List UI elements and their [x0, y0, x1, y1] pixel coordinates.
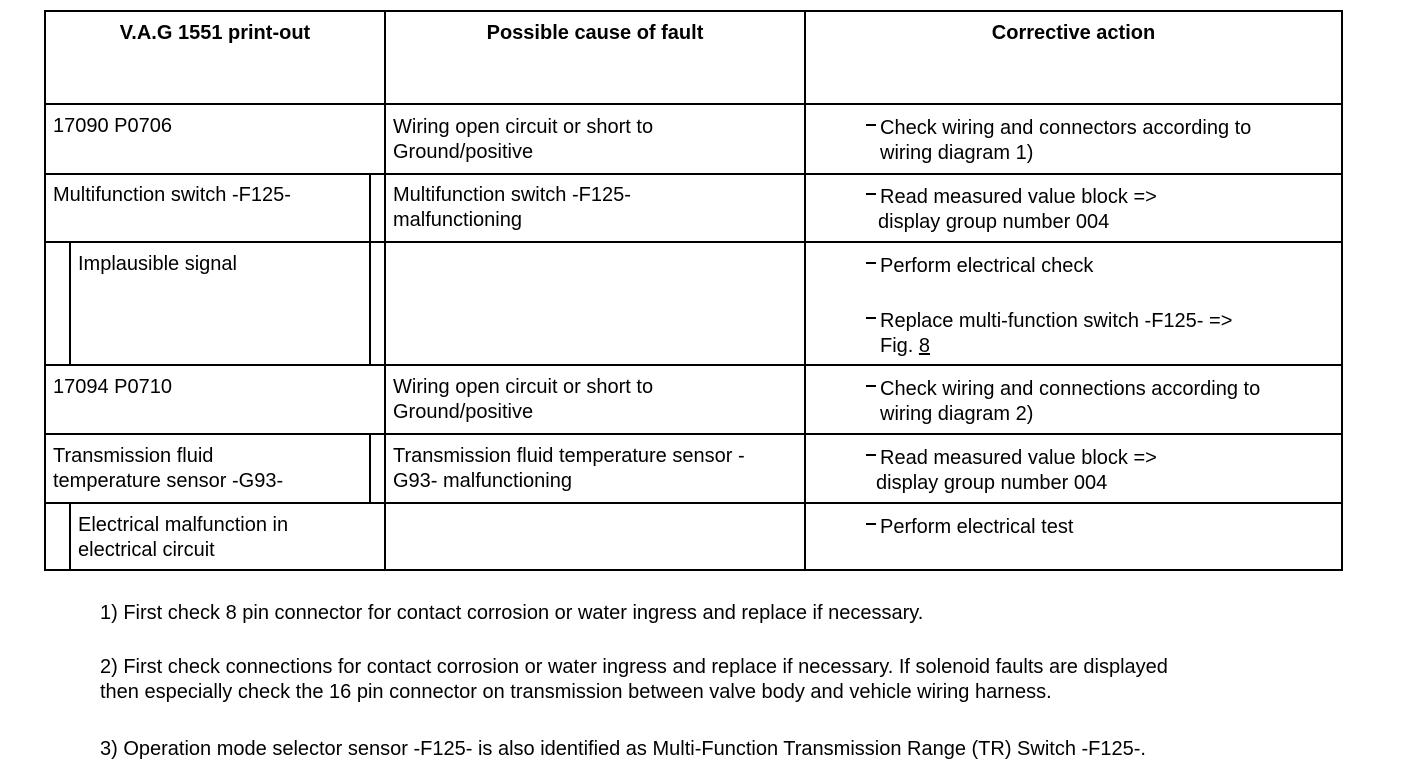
action-text: Check wiring and connectors according to — [880, 117, 1252, 139]
cause-cell: Ground/positive — [393, 141, 534, 163]
header-printout: V.A.G 1551 print-out — [119, 22, 311, 44]
subcolumn-divider — [369, 433, 371, 504]
action-text: Check wiring and connections according to — [880, 378, 1261, 400]
bullet-dash — [866, 193, 876, 195]
action-text: Fig. — [880, 335, 919, 357]
printout-cell: temperature sensor -G93- — [53, 470, 284, 492]
action-text: wiring diagram 1) — [880, 142, 1034, 164]
footnote-1: 1) First check 8 pin connector for contact corrosion or water ingress and replace if necessary. — [100, 602, 924, 624]
indent-divider — [69, 241, 71, 366]
action-text: Perform electrical check — [880, 255, 1094, 277]
cause-cell: Wiring open circuit or short to — [393, 116, 654, 138]
printout-cell: Multifunction switch -F125- — [53, 184, 291, 206]
cause-cell: Multifunction switch -F125- — [393, 184, 631, 206]
bullet-dash — [866, 385, 876, 387]
cause-cell: G93- malfunctioning — [393, 470, 572, 492]
row-divider — [44, 433, 1343, 435]
cause-cell: Wiring open circuit or short to — [393, 376, 654, 398]
indent-divider — [69, 502, 71, 571]
bullet-dash — [866, 317, 876, 319]
action-text: display group number 004 — [876, 472, 1108, 494]
header-action: Corrective action — [991, 22, 1156, 44]
printout-cell: electrical circuit — [78, 539, 215, 561]
bullet-dash — [866, 523, 876, 525]
printout-cell: 17094 P0710 — [53, 376, 173, 398]
action-text: Read measured value block => — [880, 186, 1157, 208]
figure-link[interactable]: 8 — [918, 335, 931, 357]
footnote-2: then especially check the 16 pin connector on transmission between valve body and vehicle wiring harness. — [100, 681, 1052, 703]
footnote-3: 3) Operation mode selector sensor -F125- is also identified as Multi-Function Transmission Range (TR) Switch -F125-. — [100, 738, 1146, 760]
action-text: Perform electrical test — [880, 516, 1074, 538]
printout-cell: 17090 P0706 — [53, 115, 173, 137]
header-cause: Possible cause of fault — [486, 22, 704, 44]
bullet-dash — [866, 454, 876, 456]
row-divider — [44, 241, 1343, 243]
cause-cell: Ground/positive — [393, 401, 534, 423]
column-divider — [384, 10, 386, 571]
bullet-dash — [866, 124, 876, 126]
printout-cell: Electrical malfunction in — [78, 514, 289, 536]
row-divider — [44, 173, 1343, 175]
bullet-dash — [866, 262, 876, 264]
cause-cell: Transmission fluid temperature sensor - — [393, 445, 745, 467]
action-text: wiring diagram 2) — [880, 403, 1034, 425]
row-divider — [44, 502, 1343, 504]
action-text: Read measured value block => — [880, 447, 1157, 469]
cause-cell: malfunctioning — [393, 209, 522, 231]
printout-cell: Implausible signal — [78, 253, 237, 275]
footnote-2: 2) First check connections for contact corrosion or water ingress and replace if necessary. If solenoid faults are displayed — [100, 656, 1168, 678]
action-text: Replace multi-function switch -F125- => — [880, 310, 1233, 332]
row-divider — [44, 364, 1343, 366]
printout-cell: Transmission fluid — [53, 445, 214, 467]
subcolumn-divider — [369, 173, 371, 366]
column-divider — [804, 10, 806, 571]
action-text: display group number 004 — [878, 211, 1110, 233]
action-text — [880, 334, 930, 359]
row-divider — [44, 103, 1343, 105]
